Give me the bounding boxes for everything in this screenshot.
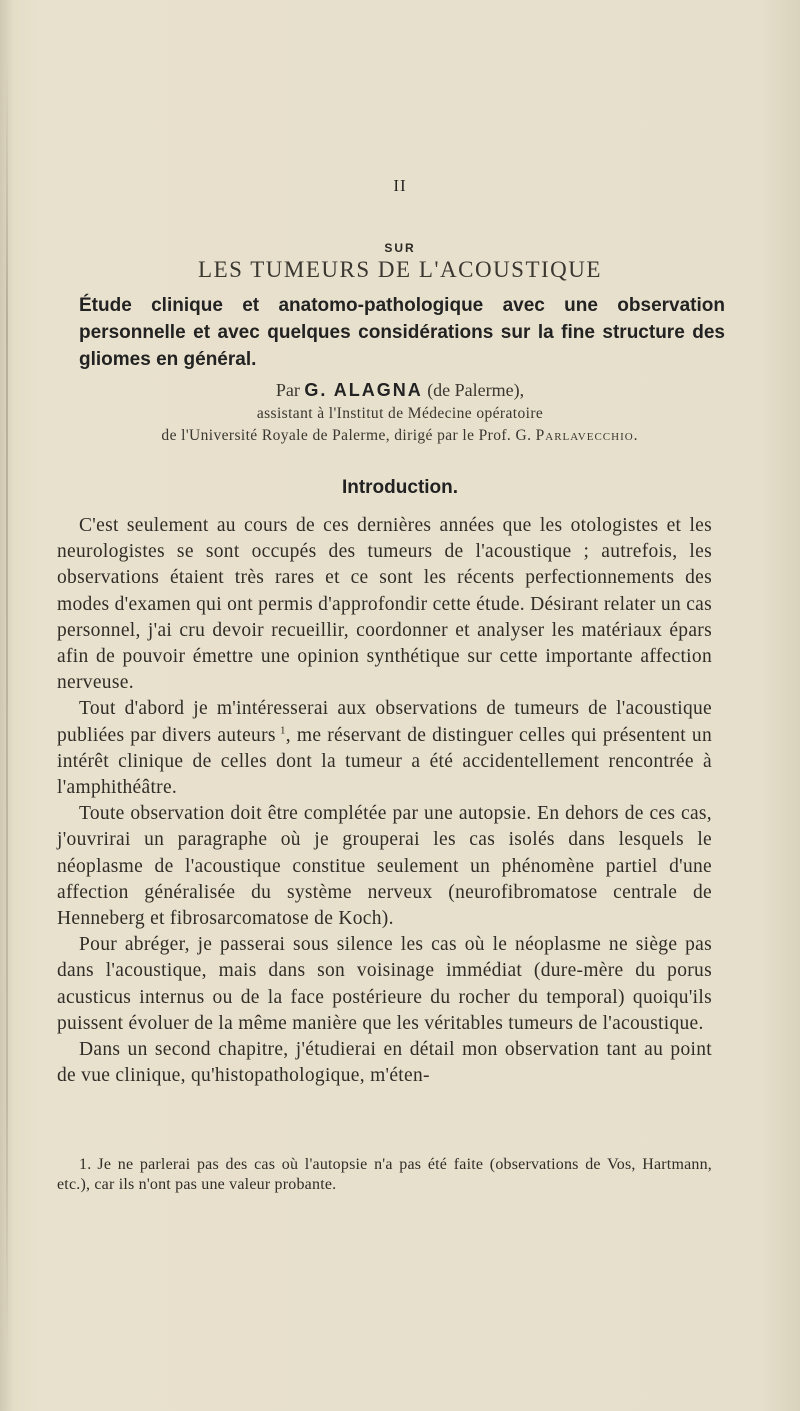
affiliation-line-2-text: de l'Université Royale de Palerme, dirigé par le Prof. G.: [161, 427, 532, 444]
paragraph-5: Dans un second chapitre, j'étudierai en détail mon observation tant au point de vue clinique, qu'histopathologique, m'éten-: [57, 1039, 712, 1087]
paragraph-2: [57, 696, 712, 801]
footnote: [57, 1155, 712, 1195]
footnote-reference: 1: [279, 724, 286, 737]
footnote-text: Je ne parlerai pas des cas où l'autopsie n'a pas été faite (observations de Vos, Hartmann, etc.), car ils n'ont pas une valeur probante.: [57, 1156, 712, 1193]
author-origin: (de Palerme),: [427, 380, 525, 400]
footnote-mark: 1.: [79, 1156, 92, 1173]
paragraph-2-text-b: , me réservant de distinguer celles qui présentent un intérêt clinique de celles dont la tumeur a été accidentellement rencontrée à l'amphithéâtre.: [57, 724, 712, 799]
affiliation-line-1: assistant à l'Institut de Médecine opératoire: [256, 405, 544, 422]
section-heading-introduction: Introduction.: [341, 477, 459, 498]
paragraph-3: Toute observation doit être complétée par une autopsie. En dehors de ces cas, j'ouvrirai un paragraphe où je grouperai les cas isolés dans lesquels le néoplasme de l'acoustique constitue seulement un phénomène partiel d'une affection généralisée du système nerveux (neurofibromatose centrale de Henneberg et fibrosarcomatose de Koch).: [57, 803, 712, 930]
paragraph-4: Pour abréger, je passerai sous silence les cas où le néoplasme ne siège pas dans l'acoustique, mais dans son voisinage immédiat (dure-mère du porus acusticus internus ou de la face postérieure du rocher du temporal) quoiqu'ils puissent évoluer de la même manière que les véritables tumeurs de l'acoustique.: [57, 934, 712, 1034]
author-name: G. ALAGNA: [304, 380, 423, 400]
page-gutter-shadow: [6, 60, 8, 1360]
article-subtitle: Étude clinique et anatomo-pathologique avec une observation personnelle et avec quelques considérations sur la fine structure des gliomes en général.: [79, 295, 725, 370]
paragraph-1: C'est seulement au cours de ces dernières années que les otologistes et les neurologistes se sont occupés des tumeurs de l'acoustique ; autrefois, les observations étaient très rares et ce sont les récents perfectionnements des modes d'examen qui ont permis d'approfondir cette étude. Désirant relater un cas personnel, j'ai cru devoir recueillir, coordonner et analyser les matériaux épars afin de pouvoir émettre une opinion synthétique sur cette importante affection nerveuse.: [57, 515, 712, 694]
professor-name: Parlavecchio.: [535, 427, 639, 444]
affiliation-line-2: [0, 427, 800, 445]
paragraph-2-text-a: Tout d'abord je m'intéresserai aux observations de tumeurs de l'acoustique publiées par divers auteurs: [57, 698, 712, 746]
article-title: LES TUMEURS DE L'ACOUSTIQUE: [198, 257, 602, 282]
byline-par: Par: [275, 380, 300, 400]
byline: [0, 379, 800, 401]
title-preposition: SUR: [384, 241, 416, 255]
section-number: II: [393, 176, 407, 195]
body-text: [57, 513, 712, 1089]
